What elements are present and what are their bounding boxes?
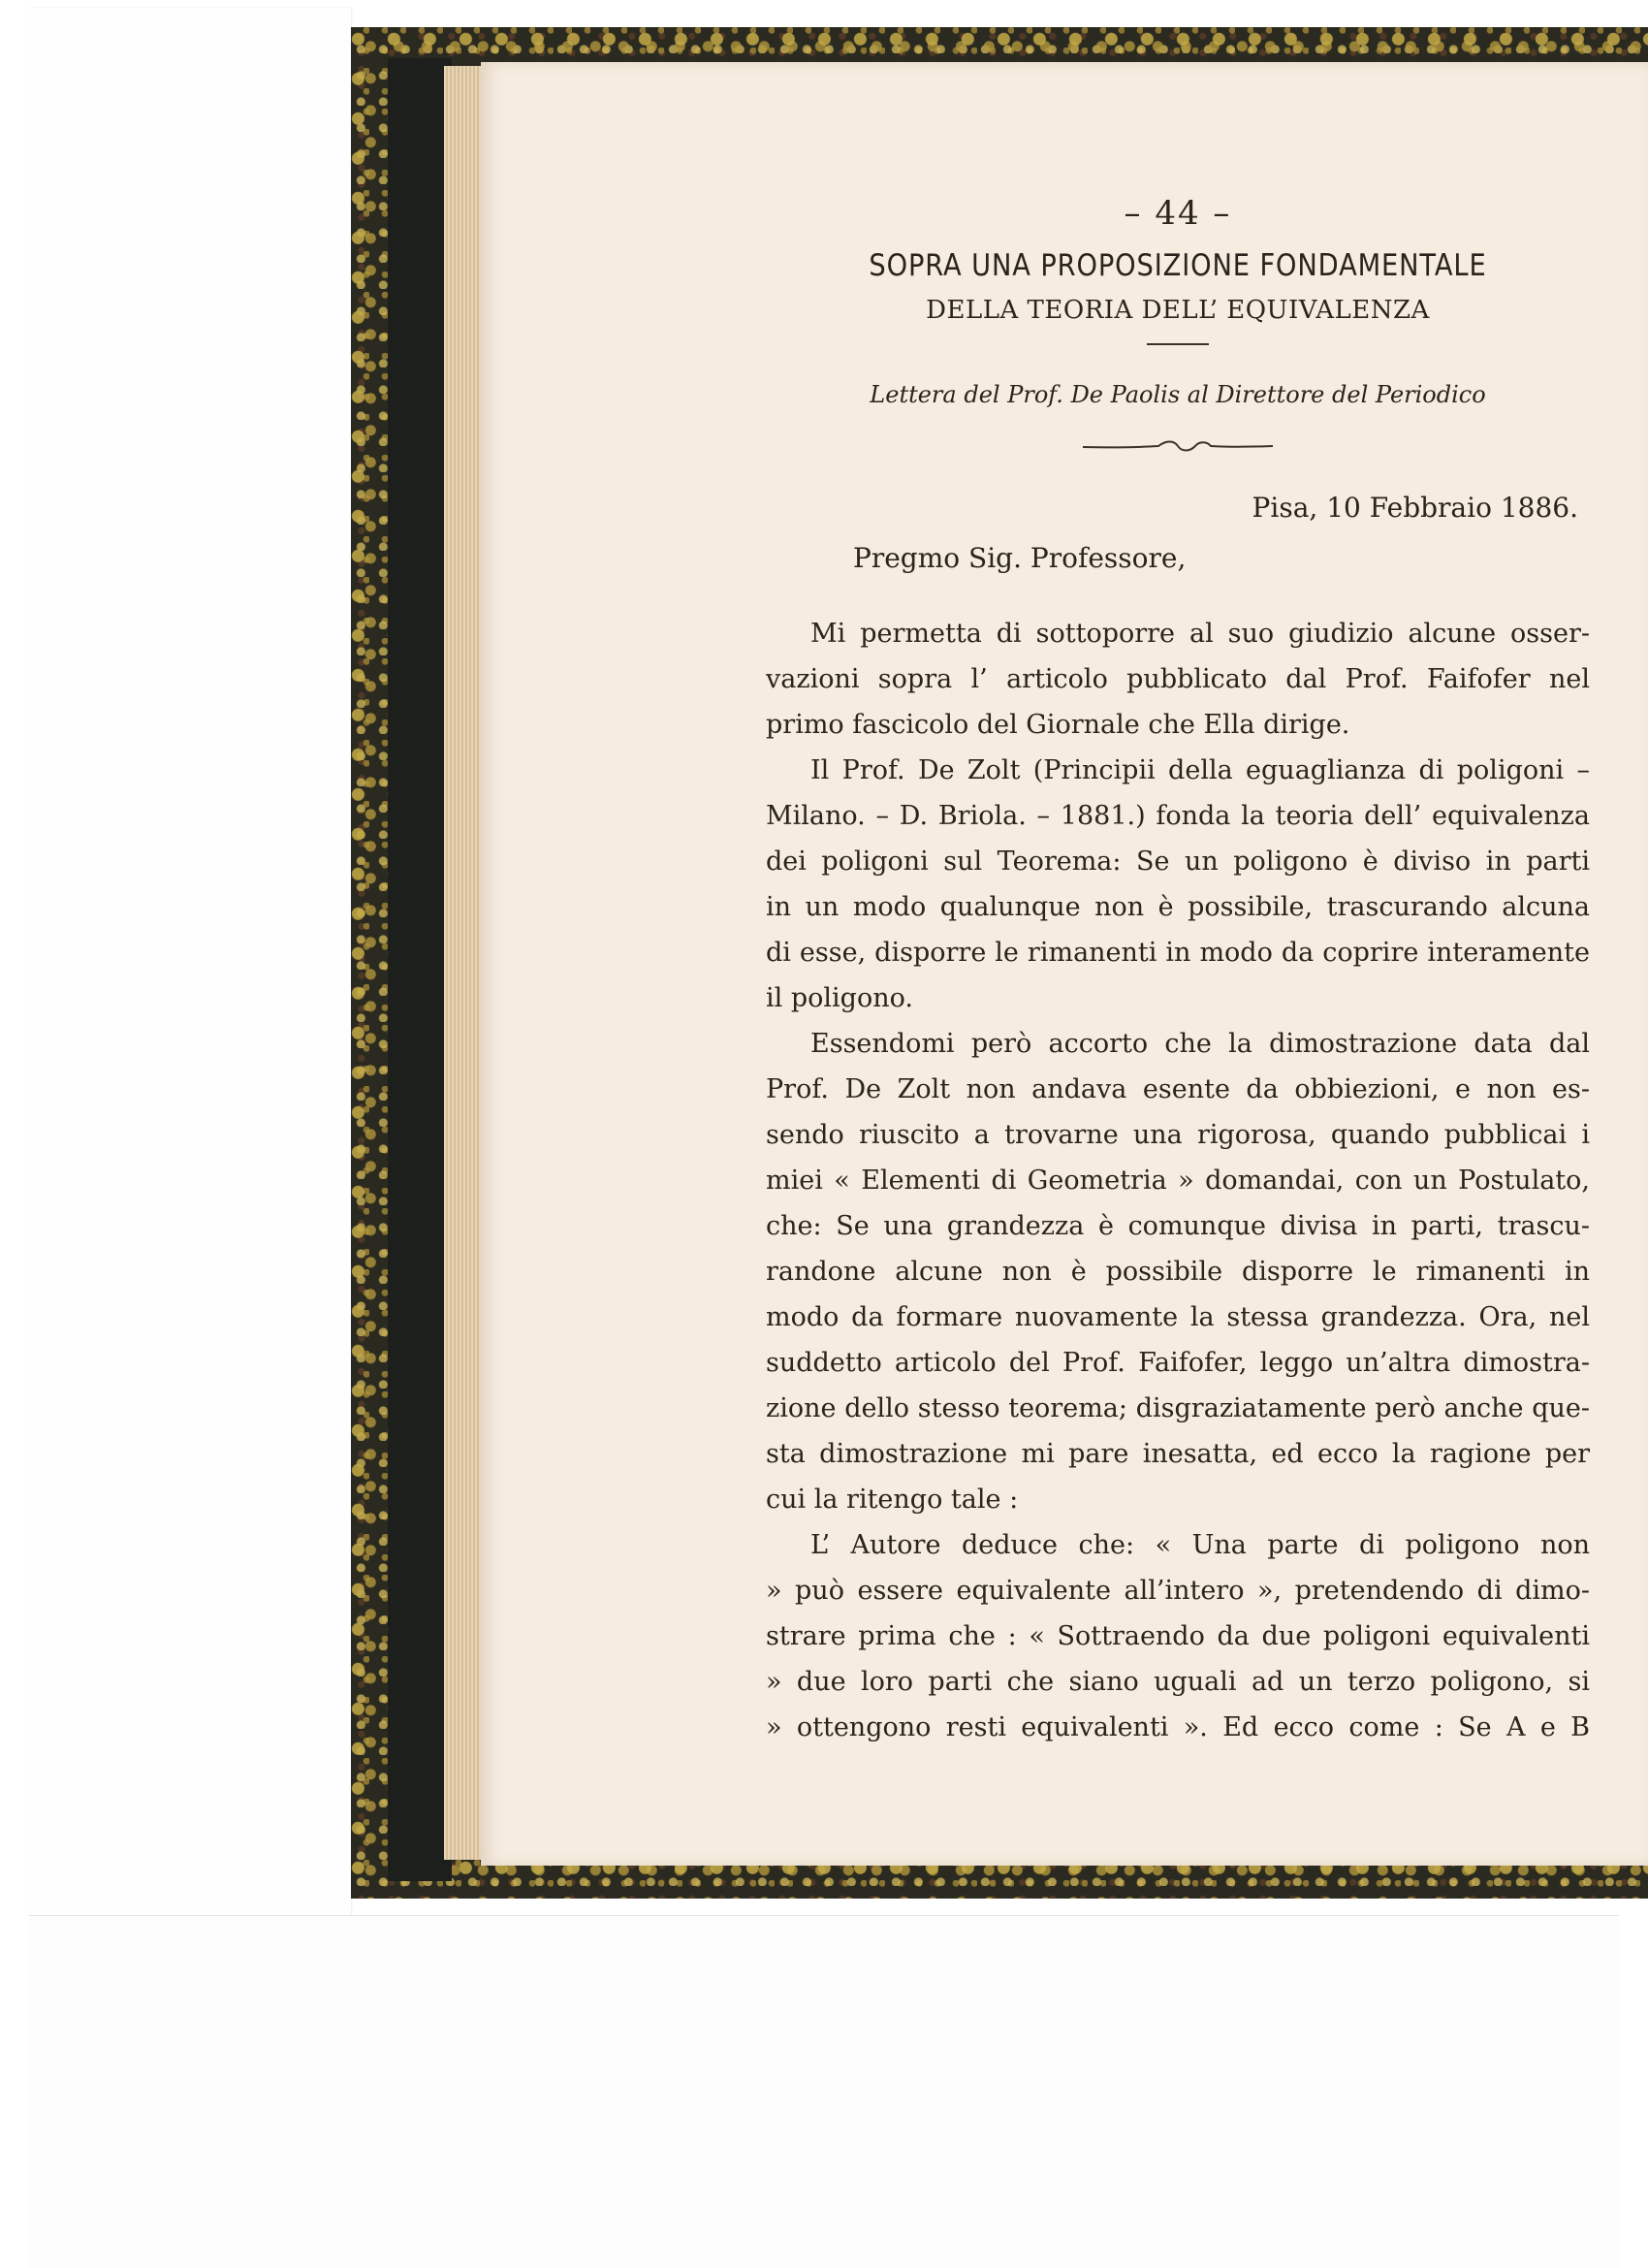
text-line: Prof. De Zolt non andava esente da obbiezioni, e non es-	[766, 1074, 1590, 1104]
text-line: zione dello stesso teorema; disgraziatamente però anche que-	[766, 1393, 1590, 1423]
text-line: sta dimostrazione mi pare inesatta, ed ecco la ragione per	[766, 1439, 1590, 1469]
paragraph-4	[766, 1522, 1590, 1750]
page-text	[766, 194, 1590, 1750]
bottom-paper-sheet	[29, 1915, 1619, 2268]
text-line: randone alcune non è possibile disporre le rimanenti in	[766, 1257, 1590, 1287]
letter-dateline: Pisa, 10 Febbraio 1886.	[1252, 492, 1578, 524]
text-line: che: Se una grandezza è comunque divisa in parti, trascu-	[766, 1211, 1590, 1241]
text-line: » due loro parti che siano uguali ad un terzo poligono, si	[766, 1667, 1590, 1697]
text-line: primo fascicolo del Giornale che Ella dirige.	[766, 710, 1350, 740]
text-line: » ottengono resti equivalenti ». Ed ecco come : Se A e B	[766, 1712, 1590, 1742]
text-line: Milano. – D. Briola. – 1881.) fonda la teoria dell’ equivalenza	[766, 801, 1590, 831]
text-line: di esse, disporre le rimanenti in modo da coprire interamente	[766, 938, 1590, 968]
page-number: – 44 –	[1124, 194, 1232, 233]
paragraph-1	[766, 611, 1590, 748]
text-line: strare prima che : « Sottraendo da due poligoni equivalenti	[766, 1621, 1590, 1651]
text-line: Mi permetta di sottoporre al suo giudizio alcune osser-	[810, 619, 1590, 649]
book-spine	[388, 58, 452, 1881]
paragraph-2	[766, 748, 1590, 1021]
text-line: miei « Elementi di Geometria » domandai, con un Postulato,	[766, 1166, 1590, 1196]
text-line: sendo riuscito a trovarne una rigorosa, quando pubblicai i	[766, 1120, 1590, 1150]
paragraph-3	[766, 1021, 1590, 1522]
text-line: suddetto articolo del Prof. Faifofer, leggo un’altra dimostra-	[766, 1348, 1590, 1378]
title-rule	[1147, 343, 1209, 345]
text-line: » può essere equivalente all’intero », pretendendo di dimo-	[766, 1576, 1590, 1606]
text-line: Essendomi però accorto che la dimostrazione data dal	[810, 1029, 1590, 1059]
text-line: vazioni sopra l’ articolo pubblicato dal Prof. Faifofer nel	[766, 664, 1590, 694]
letter-salutation: Pregmo Sig. Professore,	[853, 542, 1187, 574]
ornament-flourish-icon	[1081, 438, 1275, 454]
letter-body	[766, 611, 1590, 1750]
text-line: L’ Autore deduce che: « Una parte di poligono non	[810, 1530, 1590, 1560]
text-line: Il Prof. De Zolt (Principii della eguaglianza di poligoni –	[810, 755, 1590, 785]
text-line: dei poligoni sul Teorema: Se un poligono è diviso in parti	[766, 847, 1590, 877]
article-title-line2: DELLA TEORIA DELL’ EQUIVALENZA	[926, 296, 1430, 325]
text-line: modo da formare nuovamente la stessa grandezza. Ora, nel	[766, 1302, 1590, 1332]
text-line: cui la ritengo tale :	[766, 1485, 1019, 1515]
text-line: in un modo qualunque non è possibile, trascurando alcuna	[766, 892, 1590, 922]
text-line: il poligono.	[766, 983, 913, 1013]
article-subtitle: Lettera del Prof. De Paolis al Direttore del Periodico	[870, 381, 1486, 408]
article-title: SOPRA UNA PROPOSIZIONE FONDAMENTALE	[869, 248, 1487, 283]
